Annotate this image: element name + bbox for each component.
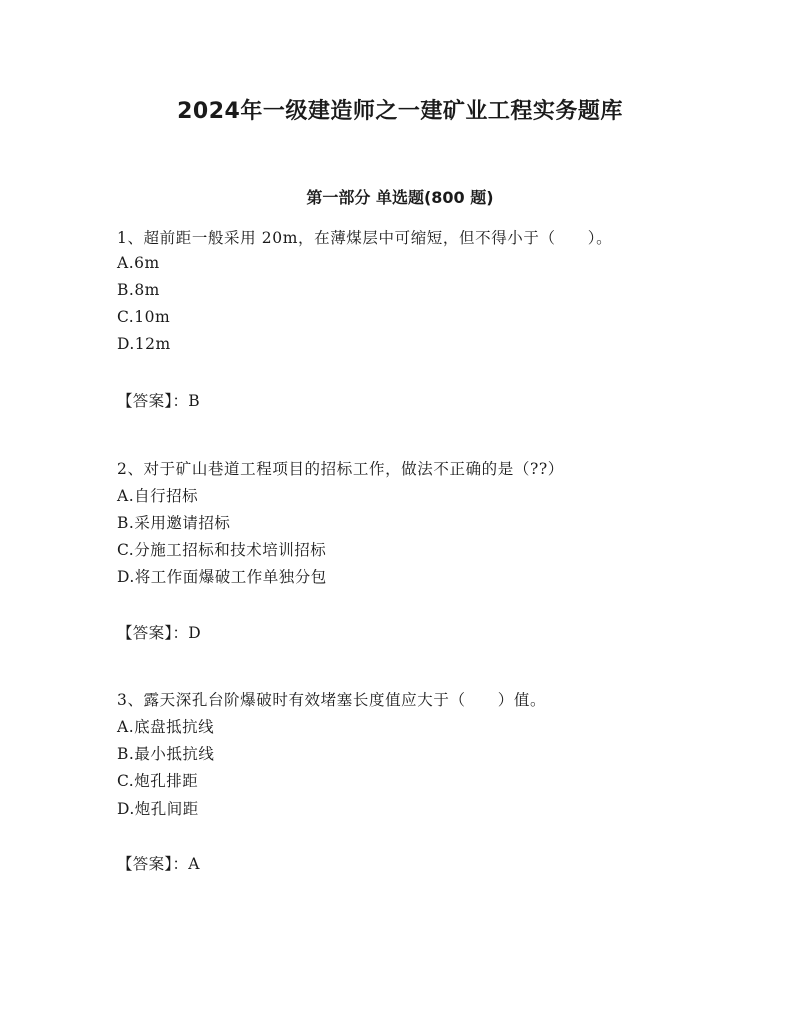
- option-c: C.10m: [117, 308, 171, 326]
- option-b: B.8m: [117, 281, 160, 299]
- section-title: 第一部分 单选题(800 题): [306, 188, 494, 207]
- answer: 【答案】：D: [117, 624, 201, 642]
- option-d: D.将工作面爆破工作单独分包: [117, 568, 327, 586]
- answer: 【答案】：B: [117, 392, 200, 410]
- option-a: A.底盘抵抗线: [117, 718, 215, 736]
- option-a: A.自行招标: [117, 487, 199, 505]
- answer: 【答案】：A: [117, 855, 200, 873]
- document-title: 2024年一级建造师之一建矿业工程实务题库: [177, 99, 623, 124]
- question-stem: 1、超前距一般采用 20m，在薄煤层中可缩短，但不得小于（ ）。: [117, 229, 613, 247]
- question-stem: 2、对于矿山巷道工程项目的招标工作，做法不正确的是（??）: [117, 460, 564, 478]
- option-b: B.最小抵抗线: [117, 745, 215, 763]
- question-stem: 3、露天深孔台阶爆破时有效堵塞长度值应大于（ ）值。: [117, 691, 547, 709]
- option-d: D.炮孔间距: [117, 800, 199, 818]
- option-c: C.炮孔排距: [117, 772, 199, 790]
- option-b: B.采用邀请招标: [117, 514, 231, 532]
- option-c: C.分施工招标和技术培训招标: [117, 541, 327, 559]
- option-d: D.12m: [117, 335, 171, 353]
- option-a: A.6m: [117, 254, 160, 272]
